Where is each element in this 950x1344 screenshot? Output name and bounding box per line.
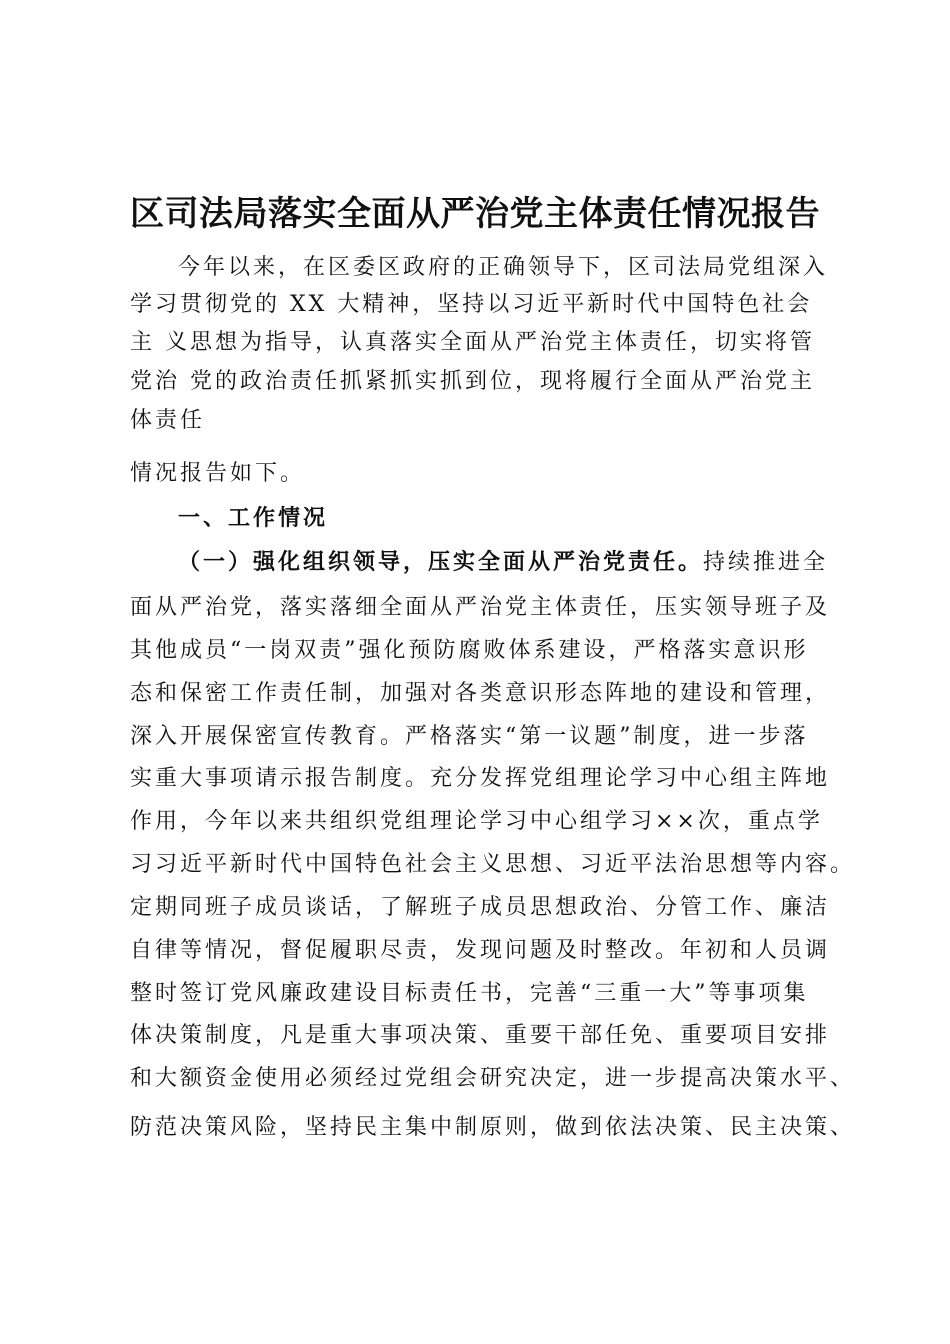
subsection-first-tail: 持续推进全: [703, 550, 829, 575]
intro-line: 今年以来，在区委区政府的正确领导下，区司法局党组深入: [178, 255, 829, 280]
body-line: 其他成员“一岗双责”强化预防腐败体系建设，严格落实意识形: [130, 638, 809, 663]
document-title: 区司法局落实全面从严治党主体责任情况报告: [130, 194, 820, 234]
body-line: 体决策制度，凡是重大事项决策、重要干部任免、重要项目安排: [130, 1023, 831, 1048]
intro-line: 学习贯彻党的 XX 大精神，坚持以习近平新时代中国特色社会: [130, 292, 813, 317]
subsection-first-line: [178, 548, 828, 578]
subsection-heading: （一）强化组织领导，压实全面从严治党责任。: [178, 550, 704, 575]
intro-line: 体责任: [130, 408, 206, 433]
body-line: 习习近平新时代中国特色社会主义思想、习近平法治思想等内容。: [130, 852, 856, 877]
body-line: 和大额资金使用必须经过党组会研究决定，进一步提高决策水平、: [130, 1066, 856, 1091]
body-line: 实重大事项请示报告制度。充分发挥党组理论学习中心组主阵地: [130, 766, 831, 791]
body-line: 深入开展保密宣传教育。严格落实“第一议题”制度，进一步落: [130, 724, 809, 749]
body-line: 自律等情况，督促履职尽责，发现问题及时整改。年初和人员调: [130, 938, 831, 963]
body-line: 态和保密工作责任制，加强对各类意识形态阵地的建设和管理，: [130, 681, 831, 706]
body-line: 防范决策风险，坚持民主集中制原则，做到依法决策、民主决策、: [130, 1115, 856, 1140]
body-line: 整时签订党风廉政建设目标责任书，完善“三重一大”等事项集: [130, 981, 809, 1006]
section-heading: 一、工作情况: [178, 506, 329, 531]
body-line: 作用，今年以来共组织党组理论学习中心组学习××次，重点学: [130, 809, 823, 834]
intro-line: 党治 党的政治责任抓紧抓实抓到位，现将履行全面从严治党主: [130, 369, 815, 394]
body-line: 定期同班子成员谈话，了解班子成员思想政治、分管工作、廉洁: [130, 895, 831, 920]
body-line: 面从严治党，落实落细全面从严治党主体责任，压实领导班子及: [130, 595, 831, 620]
intro-line: 情况报告如下。: [130, 461, 306, 486]
intro-line: 主 义思想为指导，认真落实全面从严治党主体责任，切实将管: [130, 330, 815, 355]
